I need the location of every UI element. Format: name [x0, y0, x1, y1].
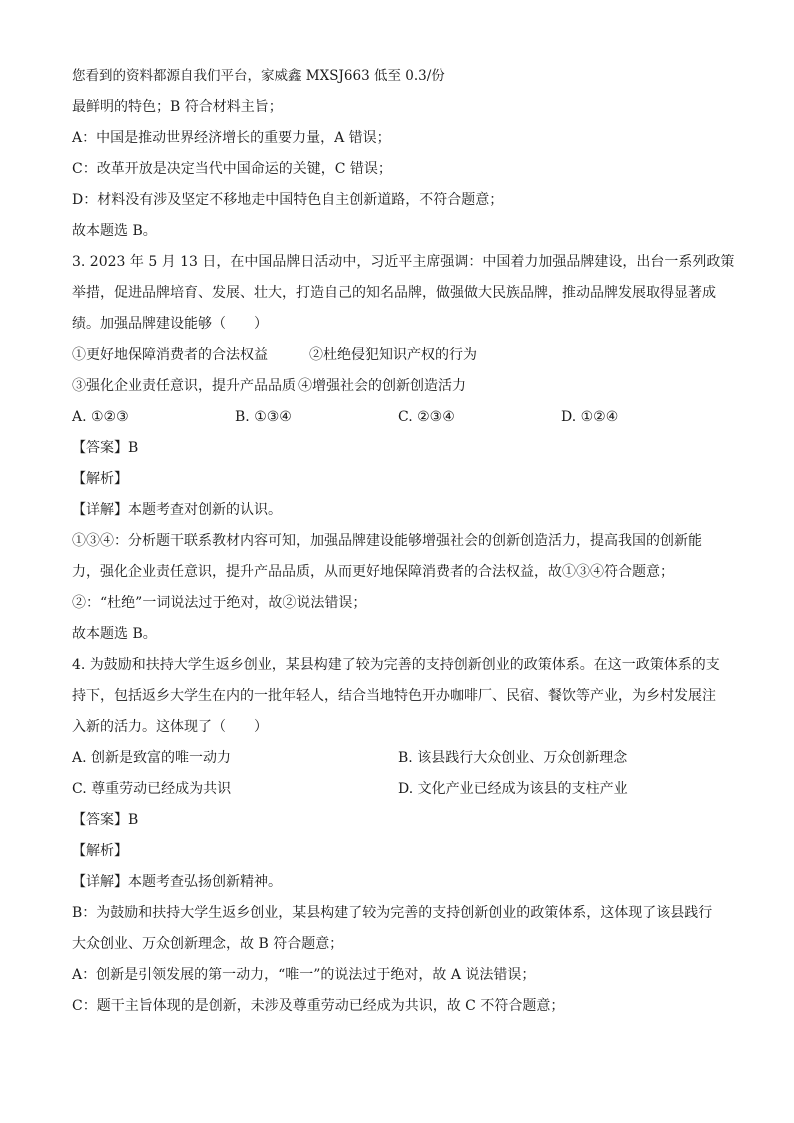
question-stem-line: 3. 2023 年 5 月 13 日，在中国品牌日活动中，习近平主席强调：中国着力加强品牌建设，出台一系列政策	[72, 254, 735, 270]
options-row	[72, 402, 724, 433]
explain-line: A：创新是引领发展的第一动力，“唯一”的说法过于绝对，故 A 说法错误；	[72, 967, 536, 983]
option-a: A. ①②③	[72, 409, 129, 425]
explain-line: ②：“杜绝”一词说法过于绝对，故②说法错误；	[72, 595, 367, 611]
explain-line: B：为鼓励和扶持大学生返乡创业，某县构建了较为完善的支持创新创业的政策体系，这体现了该县践行	[72, 905, 713, 921]
explain-line: C：题干主旨体现的是创新，未涉及尊重劳动已经成为共识，故 C 不符合题意；	[72, 998, 565, 1014]
explain-line: ①③④：分析题干联系教材内容可知，加强品牌建设能够增强社会的创新创造活力，提高我国的创新能	[72, 533, 702, 549]
statement-1: ①更好地保障消费者的合法权益	[72, 347, 268, 363]
question-stem-line: 绩。加强品牌建设能够（ ）	[72, 316, 268, 332]
statement-row	[72, 340, 724, 371]
option-c: C. 尊重劳动已经成为共识	[72, 781, 232, 797]
promo-header: 您看到的资料都源自我们平台，家威鑫 MXSJ663 低至 0.3/份	[72, 68, 445, 84]
answer-label: 【答案】B	[72, 440, 139, 456]
answer-label: 【答案】B	[72, 812, 139, 828]
statement-row	[72, 371, 724, 402]
statement-4: ④增强社会的创新创造活力	[298, 378, 466, 394]
explain-line: 最鲜明的特色；B 符合材料主旨；	[72, 99, 283, 115]
option-b: B. ①③④	[235, 409, 292, 425]
detail-label: 【详解】本题考查对创新的认识。	[72, 502, 282, 518]
options-row	[72, 743, 724, 774]
option-c: C. ②③④	[398, 409, 455, 425]
question-4	[72, 650, 724, 1022]
option-d: D. 文化产业已经成为该县的支柱产业	[398, 781, 628, 797]
analysis-label: 【解析】	[72, 471, 128, 487]
option-a: A. 创新是致富的唯一动力	[72, 750, 232, 766]
explain-line: A：中国是推动世界经济增长的重要力量，A 错误；	[72, 130, 391, 146]
question-3	[72, 247, 735, 650]
explain-line: 力，强化企业责任意识，提升产品品质，从而更好地保障消费者的合法权益，故①③④符合题意；	[72, 564, 674, 580]
explain-line: C：改革开放是决定当代中国命运的关键，C 错误；	[72, 161, 392, 177]
explain-line: 故本题选 B。	[72, 223, 157, 239]
statement-2: ②杜绝侵犯知识产权的行为	[309, 347, 477, 363]
detail-label: 【详解】本题考查弘扬创新精神。	[72, 874, 282, 890]
question-stem-line: 举措，促进品牌培育、发展、壮大，打造自己的知名品牌，做强做大民族品牌，推动品牌发展取得显著成	[72, 285, 716, 301]
analysis-label: 【解析】	[72, 843, 128, 859]
option-b: B. 该县践行大众创业、万众创新理念	[398, 750, 628, 766]
explain-line: 大众创业、万众创新理念，故 B 符合题意；	[72, 936, 344, 952]
explain-line: D：材料没有涉及坚定不移地走中国特色自主创新道路，不符合题意；	[72, 192, 504, 208]
statement-3: ③强化企业责任意识，提升产品品质	[72, 378, 296, 394]
q2-explanation-tail	[72, 92, 724, 247]
option-d: D. ①②④	[561, 409, 619, 425]
question-stem-line: 持下，包括返乡大学生在内的一批年轻人，结合当地特色开办咖啡厂、民宿、餐饮等产业，为乡村发展注	[72, 688, 716, 704]
explain-line: 故本题选 B。	[72, 626, 157, 642]
question-stem-line: 4. 为鼓励和扶持大学生返乡创业，某县构建了较为完善的支持创新创业的政策体系。在这一政策体系的支	[72, 657, 720, 673]
question-stem-line: 入新的活力。这体现了（ ）	[72, 719, 268, 735]
document-page	[72, 61, 735, 1022]
options-row	[72, 774, 724, 805]
